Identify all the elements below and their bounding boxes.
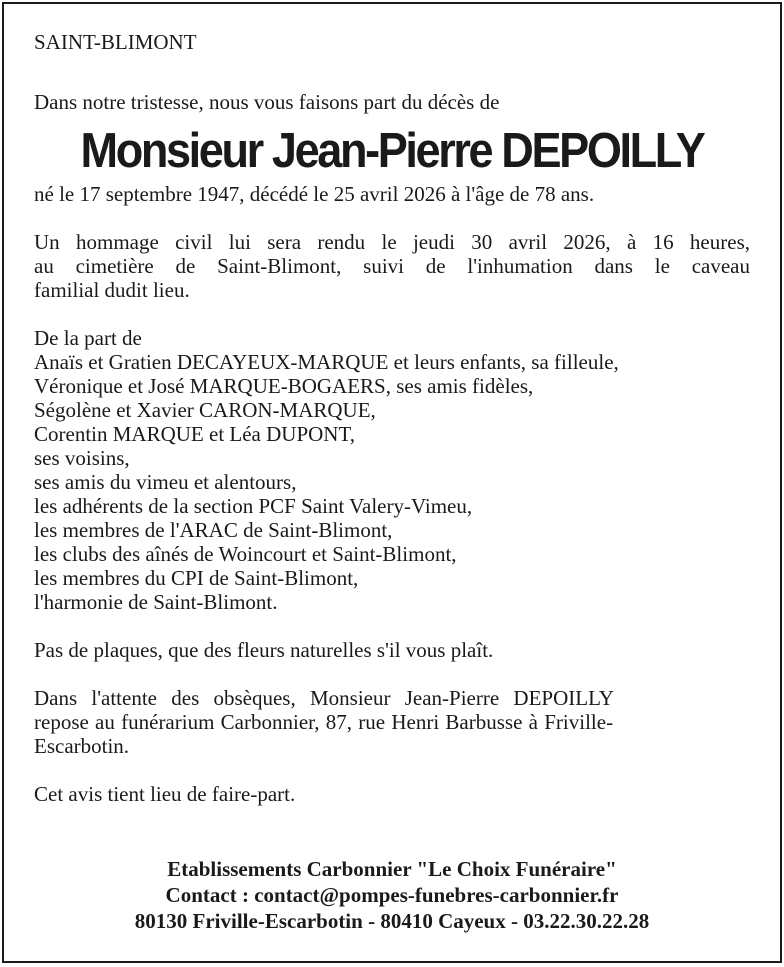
family-line: les membres du CPI de Saint-Blimont, (34, 566, 359, 590)
funeral-home-name: Etablissements Carbonnier "Le Choix Funéraire" (167, 857, 617, 881)
funeral-home-footer (4, 856, 780, 934)
family-line: Corentin MARQUE et Léa DUPONT, (34, 422, 355, 446)
family-line: les adhérents de la section PCF Saint Valery-Vimeu, (34, 494, 473, 518)
family-line: Anaïs et Gratien DECAYEUX-MARQUE et leurs enfants, sa filleule, (34, 350, 619, 374)
family-line: ses amis du vimeu et alentours, (34, 470, 297, 494)
repose-paragraph (34, 686, 750, 758)
ceremony-line: familial dudit lieu. (34, 278, 190, 302)
intro-text: Dans notre tristesse, nous vous faisons part du décès de (34, 90, 500, 114)
repose-line: Escarbotin. (34, 734, 130, 758)
funeral-home-addresses: 80130 Friville-Escarbotin - 80410 Cayeux - 03.22.30.22.28 (134, 909, 650, 933)
closing-text: Cet avis tient lieu de faire-part. (34, 782, 296, 806)
family-line: Véronique et José MARQUE-BOGAERS, ses amis fidèles, (34, 374, 534, 398)
family-line: les clubs des aînés de Woincourt et Saint-Blimont, (34, 542, 457, 566)
family-line: Ségolène et Xavier CARON-MARQUE, (34, 398, 376, 422)
family-line: ses voisins, (34, 446, 130, 470)
family-line: les membres de l'ARAC de Saint-Blimont, (34, 518, 393, 542)
ceremony-line: Un hommage civil lui sera rendu le jeudi 30 avril 2026, à 16 heures, (34, 230, 750, 254)
repose-line: repose au funérarium Carbonnier, 87, rue Henri Barbusse à Friville- (34, 710, 614, 734)
family-section (34, 326, 750, 614)
flowers-text: Pas de plaques, que des fleurs naturelles s'il vous plaît. (34, 638, 494, 662)
repose-line: Dans l'attente des obsèques, Monsieur Jean-Pierre DEPOILLY (34, 686, 614, 710)
ceremony-line: au cimetière de Saint-Blimont, suivi de l'inhumation dans le caveau (34, 254, 750, 278)
dates-text: né le 17 septembre 1947, décédé le 25 avril 2026 à l'âge de 78 ans. (34, 182, 595, 206)
ceremony-paragraph (34, 230, 750, 302)
obituary-notice (2, 2, 782, 963)
deceased-name: Monsieur Jean-Pierre DEPOILLY (80, 124, 704, 178)
funeral-home-contact: Contact : contact@pompes-funebres-carbonnier.fr (165, 883, 619, 907)
from-heading: De la part de (34, 326, 142, 350)
town-heading: SAINT-BLIMONT (34, 30, 197, 54)
family-line: l'harmonie de Saint-Blimont. (34, 590, 278, 614)
